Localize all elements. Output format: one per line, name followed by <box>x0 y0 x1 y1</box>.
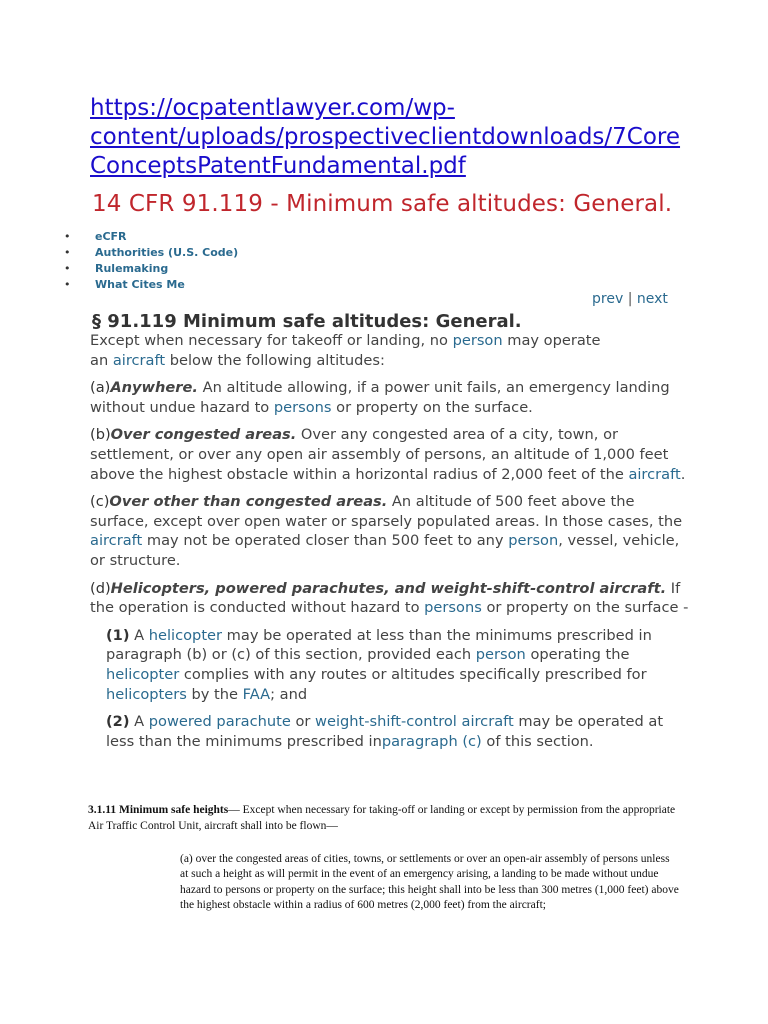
paragraph-c-heading: Over other than congested areas. <box>109 493 388 511</box>
nav-link-ecfr[interactable]: eCFR <box>95 230 127 243</box>
prev-next-nav <box>592 291 668 307</box>
paragraph-c-text-1: An altitude of 500 feet above the surface, except over open water or sparsely populated areas. In those cases, the <box>90 493 683 530</box>
pdf-url-line-3[interactable]: ConceptsPatentFundamental.pdf <box>90 153 466 179</box>
paragraph-c-text-2: may not be operated closer than 500 feet to any <box>142 532 509 550</box>
paragraph-d-1 <box>106 626 690 704</box>
regulation-body <box>90 331 690 759</box>
nav-item-authorities[interactable] <box>64 245 238 261</box>
intro-text-3: an <box>90 351 113 369</box>
paragraph-a-text-1: An altitude allowing, if a power unit fails, an emergency landing without undue hazard to <box>90 379 670 416</box>
paragraph-d-2-label: (2) <box>106 713 130 731</box>
icao-rule-heading: 3.1.11 Minimum safe heights <box>88 804 229 816</box>
nav-item-what-cites-me[interactable] <box>64 277 238 293</box>
nav-link-authorities[interactable]: Authorities (U.S. Code) <box>95 246 239 259</box>
term-link-person[interactable]: person <box>452 332 503 349</box>
term-link-faa[interactable]: FAA <box>242 685 271 703</box>
paragraph-d <box>90 579 690 618</box>
nav-item-ecfr[interactable] <box>64 229 238 245</box>
icao-rule-paragraph <box>88 803 684 834</box>
intro-text-2: may operate <box>502 332 601 349</box>
paragraph-d-1-text-3: operating the <box>525 646 630 664</box>
paragraph-c-link[interactable]: paragraph (c) <box>381 732 482 750</box>
term-link-person[interactable]: person <box>475 646 526 664</box>
prev-link[interactable]: prev <box>592 291 624 307</box>
paragraph-a-text-2: or property on the surface. <box>331 398 533 416</box>
paragraph-d-1-text-2: may be operated at less than the minimums prescribed in paragraph (b) or (c) of this section, provided each <box>106 626 652 664</box>
cfr-nav-list <box>64 229 238 293</box>
intro-text-4: below the following altitudes: <box>165 351 385 369</box>
paragraph-d-1-text-4: complies with any routes or altitudes specifically prescribed for <box>179 665 647 683</box>
bullet-icon: • <box>64 230 71 243</box>
paragraph-d-1-text-6: ; and <box>270 685 308 703</box>
paragraph-d-text-2: or property on the surface - <box>481 599 689 617</box>
term-link-helicopter[interactable]: helicopter <box>148 626 223 644</box>
term-link-helicopters[interactable]: helicopters <box>106 685 187 703</box>
term-link-aircraft[interactable]: aircraft <box>90 532 143 550</box>
paragraph-a-label: (a) <box>90 379 111 397</box>
next-link[interactable]: next <box>636 291 668 307</box>
nav-item-rulemaking[interactable] <box>64 261 238 277</box>
pdf-url-line-2[interactable]: content/uploads/prospectiveclientdownloads/7Core <box>90 124 681 150</box>
term-link-weight-shift-control-aircraft[interactable]: weight-shift-control aircraft <box>315 713 514 731</box>
intro-text-1: Except when necessary for takeoff or landing, no <box>90 332 453 349</box>
paragraph-c-text-3: , vessel, vehicle, or structure. <box>90 532 680 569</box>
nav-separator: | <box>627 291 633 307</box>
paragraph-d-heading: Helicopters, powered parachutes, and weight-shift-control aircraft. <box>110 579 667 597</box>
paragraph-b-heading: Over congested areas. <box>110 426 297 444</box>
paragraph-c <box>90 492 690 570</box>
paragraph-a <box>90 378 690 417</box>
paragraph-d-2-text-2: or <box>290 713 316 731</box>
paragraph-d-1-label: (1) <box>106 626 130 644</box>
nav-link-rulemaking[interactable]: Rulemaking <box>95 262 169 275</box>
icao-rule-subparagraph-a: (a) over the congested areas of cities, towns, or settlements or over an open-air assembly of persons unless at such a height as will permit in the event of an emergency arising, a landing to be made without undue hazard to persons or property on the surface; this height shall into be less than 300 metres (1,000 feet) above the highest obstacle within a radius of 600 metres (2,000 feet) from the aircraft; <box>180 853 679 912</box>
term-link-helicopter[interactable]: helicopter <box>106 665 180 683</box>
paragraph-d-2 <box>106 712 690 751</box>
term-link-aircraft[interactable]: aircraft <box>112 351 166 369</box>
paragraph-d-2-text-3: may be operated at less than the minimums prescribed in <box>106 713 664 750</box>
pdf-url-link[interactable] <box>90 94 730 181</box>
bullet-icon: • <box>64 262 71 275</box>
paragraph-d-2-text-1: A <box>129 713 149 731</box>
paragraph-d-1-text-5: by the <box>186 685 243 703</box>
icao-rule-text: — Except when necessary for taking-off or landing or except by permission from the appropriate Air Traffic Control Unit, aircraft shall into be flown— <box>88 804 676 832</box>
bullet-icon: • <box>64 246 71 259</box>
term-link-persons[interactable]: persons <box>273 398 332 416</box>
intro-paragraph <box>90 331 690 370</box>
term-link-powered-parachute[interactable]: powered parachute <box>148 713 291 731</box>
term-link-persons[interactable]: persons <box>424 599 482 617</box>
section-title: § 91.119 Minimum safe altitudes: General. <box>92 311 522 332</box>
paragraph-d-2-text-4: of this section. <box>481 732 594 750</box>
paragraph-b <box>90 425 690 484</box>
paragraph-c-label: (c) <box>90 493 110 511</box>
bullet-icon: • <box>64 278 71 291</box>
paragraph-b-label: (b) <box>90 426 111 444</box>
term-link-person[interactable]: person <box>508 532 559 550</box>
paragraph-d-text-1: If the operation is conducted without hazard to <box>90 579 681 617</box>
term-link-aircraft[interactable]: aircraft <box>628 465 681 483</box>
paragraph-b-text-1: Over any congested area of a city, town, or settlement, or over any open air assembly of persons, an altitude of 1,000 feet above the highest obstacle within a horizontal radius of 2,000 feet of the <box>90 426 669 483</box>
nav-link-what-cites-me[interactable]: What Cites Me <box>95 278 185 291</box>
paragraph-d-label: (d) <box>90 579 111 597</box>
pdf-url-line-1[interactable]: https://ocpatentlawyer.com/wp- <box>90 95 455 121</box>
paragraph-d-1-text-1: A <box>129 626 149 644</box>
cfr-title: 14 CFR 91.119 - Minimum safe altitudes: General. <box>92 191 673 217</box>
paragraph-b-text-2: . <box>680 465 686 483</box>
paragraph-a-heading: Anywhere. <box>110 379 198 397</box>
